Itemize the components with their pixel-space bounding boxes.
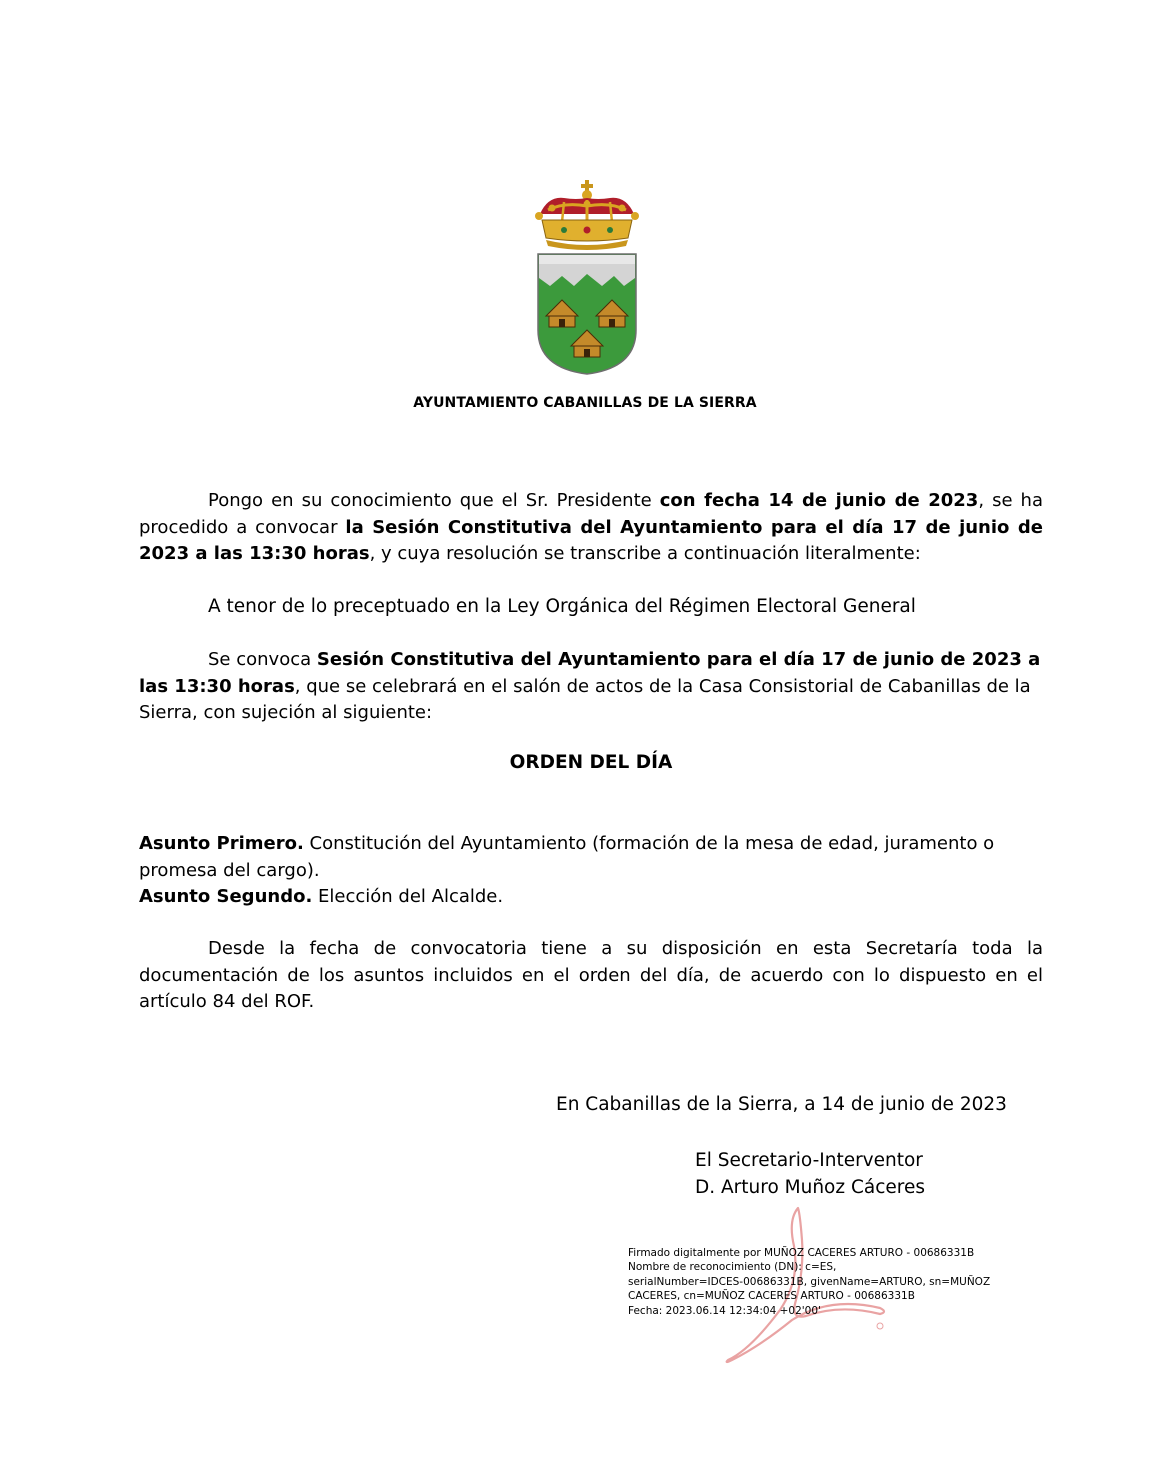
agenda-item: Asunto Segundo. Elección del Alcalde.: [139, 886, 504, 907]
signature-line: Nombre de reconocimiento (DN): c=ES,: [628, 1261, 837, 1274]
convocation-paragraph: Se convoca Sesión Constitutiva del Ayuntamiento para el día 17 de junio de 2023 a las 13:30 horas, que se celebrará en el salón de actos de la Casa Consistorial de Cabanillas de la Sierra, con sujeción al siguiente:: [139, 649, 1041, 723]
signatory-name: D. Arturo Muñoz Cáceres: [695, 1177, 925, 1198]
signatory-block: [695, 1147, 925, 1201]
signature-line: Firmado digitalmente por MUÑOZ CACERES ARTURO - 00686331B: [628, 1247, 975, 1259]
signatory-role: El Secretario-Interventor: [695, 1150, 923, 1171]
coat-of-arms-logo: [534, 180, 640, 376]
organization-name: AYUNTAMIENTO CABANILLAS DE LA SIERRA: [413, 395, 757, 411]
agenda-list: [139, 831, 1043, 911]
agenda-title: ORDEN DEL DÍA: [509, 752, 673, 773]
signature-line: serialNumber=IDCES-00686331B, givenName=ARTURO, sn=MUÑOZ: [628, 1275, 991, 1288]
agenda-item: Asunto Primero. Constitución del Ayuntamiento (formación de la mesa de edad, juramento o promesa del cargo).: [139, 833, 995, 881]
signature-line: Fecha: 2023.06.14 12:34:04 +02'00': [628, 1304, 821, 1317]
digital-signature-text: [628, 1246, 990, 1318]
crown-icon: [535, 180, 639, 250]
legal-basis-paragraph: A tenor de lo preceptuado en la Ley Orgánica del Régimen Electoral General: [208, 596, 916, 617]
shield-icon: [538, 254, 636, 374]
intro-paragraph: Pongo en su conocimiento que el Sr. Presidente con fecha 14 de junio de 2023, se ha procedido a convocar la Sesión Constitutiva del Ayuntamiento para el día 17 de junio de 2023 a las 13:30 horas, y cuya resolución se transcribe a continuación literalmente:: [139, 490, 1043, 564]
signature-line: CACERES, cn=MUÑOZ CACERES ARTURO - 00686331B: [628, 1290, 915, 1303]
place-date: En Cabanillas de la Sierra, a 14 de junio de 2023: [556, 1094, 1007, 1115]
documentation-paragraph: Desde la fecha de convocatoria tiene a su disposición en esta Secretaría toda la documentación de los asuntos incluidos en el orden del día, de acuerdo con lo dispuesto en el artículo 84 del ROF.: [139, 938, 1043, 1012]
